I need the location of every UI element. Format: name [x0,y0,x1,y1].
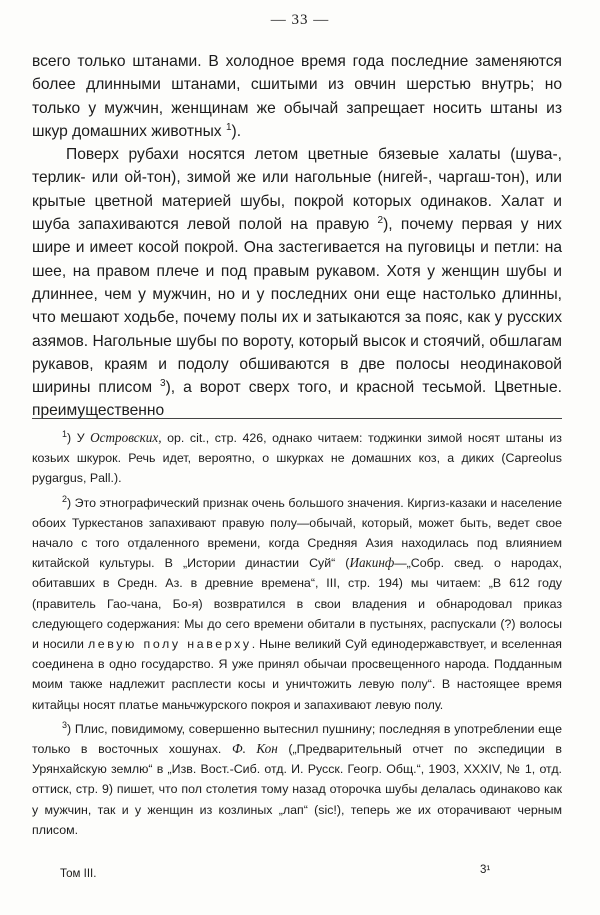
footnote-1 [32,428,562,489]
footnote-divider [32,418,562,419]
footnote-2 [32,493,562,715]
footnote-3-marker: 3 [62,719,68,730]
footer-signature: 3¹ [480,864,491,876]
footnote-2-author: Иакинф [349,555,395,571]
footnote-1-author: Островских, [90,430,162,445]
footnote-1-marker: 1 [62,429,68,439]
footnote-2-text-c: . Ныне великий Суй единодержавствует, и вселенная соединена в одно государство. Я уже принял обычаи просвещенного народа. Подданным моим также надлежит расплести косы и уничтожить левую полу“. В настоящее время китайцы носят платье маньчжурского покроя и запахивают левую полу. [32,637,562,712]
footnote-2-marker: 2 [62,493,68,504]
footnote-2-spaced: левую полу наверху [87,637,252,652]
footnote-ref-2: 2 [377,215,384,227]
footnotes [32,428,562,844]
footnote-1-text: op. cit., стр. 426, однако читаем: тоджинки зимой носят штаны из козьих шкурок. Речь идет, вероятно, о шкурках не домашних коз, а диких (Capreolus pygargus, Pall.). [32,431,562,486]
paragraph-2-text-c: ), а ворот сверх того, и красной тесьмой. Цветные. преимущественно [32,379,562,420]
footnote-2-text-a: ) Это этнографический признак очень большого значения. Киргиз-казаки и население обоих Туркестанов запахивают правую полу—обычай, который, может быть, ведет свое начало с того отдаленного времени, когда Средняя Азия находилась под влиянием китайской культуры. В „Истории династии Суй“ ( [32,495,562,571]
footer-volume: Том III. [60,868,97,880]
footnote-3-text-a: ) Плис, повидимому, совершенно вытеснил пушнину; последняя в употреблении еще только в восточных хошунах. [32,721,562,757]
paragraph-2-text-b: ), почему первая у них шире и имеет косой покрой. Она застегивается на пуговицы и петли: на шее, на правом плече и под правым рукавом. Хотя у женщин шубы и длиннее, чем у мужчин, но и у последних они еще настолько длинны, что мешают ходьбе, почему полы их и затыкаются за пояс, как у русских азямов. Нагольные шубы по вороту, который высок и стоячий, обшлагам рукавов, краям и подолу обшиваются в две полосы неодинаковой ширины плисом [32,216,562,397]
paragraph-1-text: всего только штанами. В холодное время года последние заменяются более длинными штанами, сшитыми из овчин шерстью внутрь; но только у мужчин, женщинам же обычай запрещает носить штаны из шкур домашних животных [32,53,562,140]
footnote-3-author: Ф. Кон [231,741,278,757]
paragraph-2 [32,143,562,423]
footnote-3 [32,719,562,840]
footnote-1-pre: ) У [67,431,91,445]
footnote-ref-3: 3 [160,378,166,390]
paragraph-1 [32,50,562,143]
footnote-3-text-b: („Предварительный отчет по экспедиции в Урянхайскую землю“ в „Изв. Вост.-Сиб. отд. И. Русск. Геогр. Общ.“, 1903, XXXIV, № 1, отд. оттиск, стр. 9) пишет, что пол столетия тому назад оторочка шубы делалась одинаково как у мужчин, так и у женщин из козлиных „лап“ (sic!), теперь же их оторачивают черным плисом. [32,742,562,837]
footnote-2-text-b: —„Собр. свед. о народах, обитавших в Средн. Аз. в древние времена“, III, стр. 194) мы читаем: „В 612 году (правитель Гао-чана, Бо-я) возвратился в свои владения и обнародовал приказ следующего содержания: Мы до сего времени обитали в пустынях, распускали (?) волосы и носили [32,556,562,652]
paragraph-2-text-a: Поверх рубахи носятся летом цветные бязевые халаты (шува-, терлик- или ой-тон), зимой же или нагольные (нигей-, чаргаш-тон), или крытые цветной материей шубы, покрой которых одинаков. Халат и шуба запахиваются левой полой на правую [32,146,562,234]
footnote-ref-1: 1 [225,121,232,133]
page-number: — 33 — [270,12,330,28]
main-text [32,50,562,423]
paragraph-1-end: ). [231,122,242,140]
